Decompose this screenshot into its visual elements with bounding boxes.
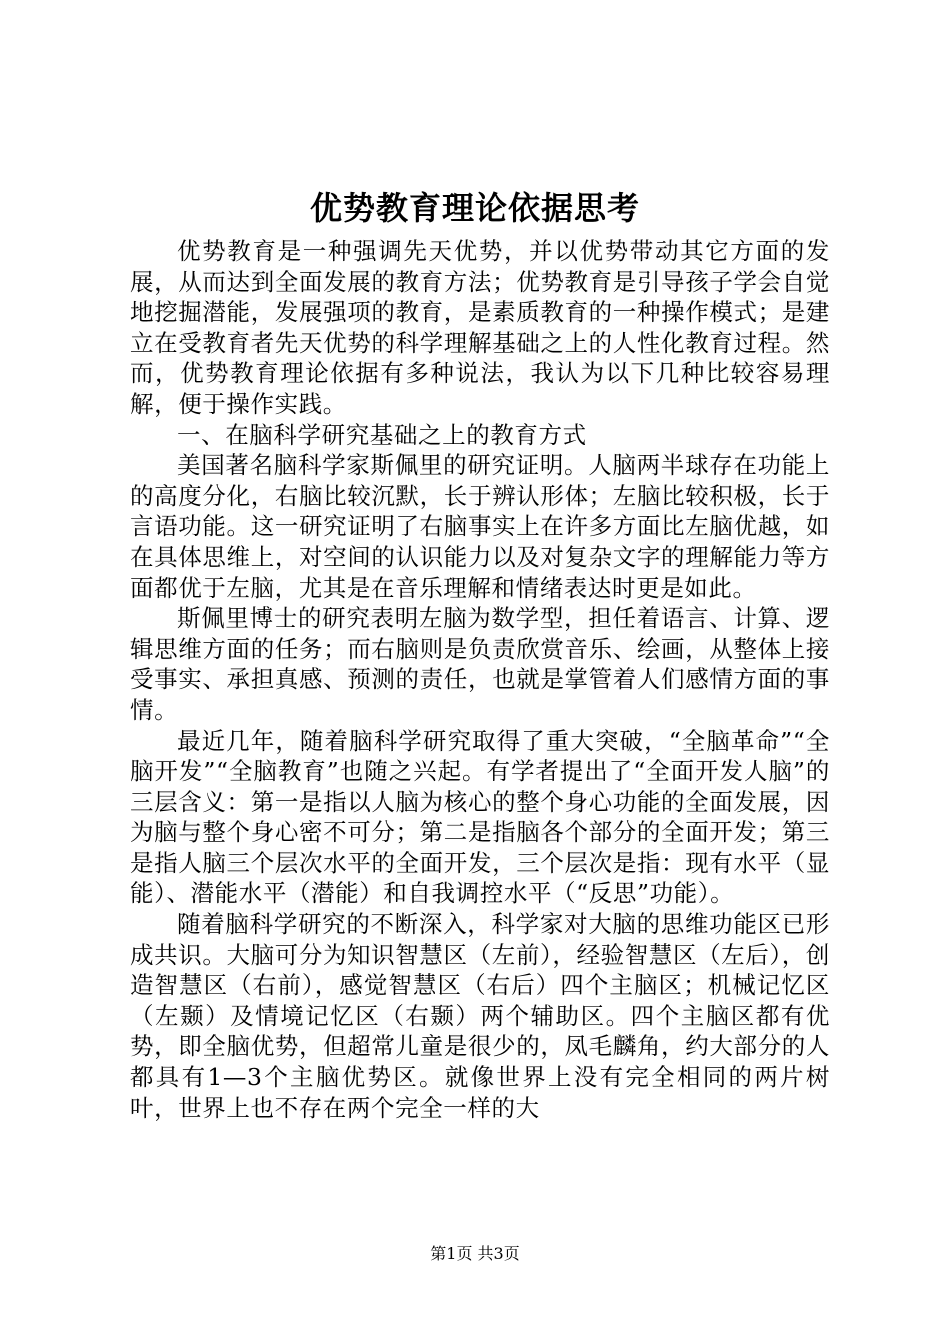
page-number-footer: 第1页 共3页	[430, 1244, 520, 1263]
section-heading-1: 一、在脑科学研究基础之上的教育方式	[177, 420, 587, 449]
paragraph-left-right-brain: 斯佩里博士的研究表明左脑为数学型，担任着语言、计算、逻辑思维方面的任务；而右脑则是负责欣赏音乐、绘画，从整体上接受事实、承担真感、预测的责任，也就是掌管着人们感情方面的事情。	[130, 604, 830, 724]
paragraph-brain-regions: 随着脑科学研究的不断深入，科学家对大脑的思维功能区已形成共识。大脑可分为知识智慧区（左前），经验智慧区（左后），创造智慧区（右前），感觉智慧区（右后）四个主脑区；机械记忆区（左颞）及情境记忆区（右颞）两个辅助区。四个主脑区都有优势，即全脑优势，但超常儿童是很少的，凤毛麟角，约大部分的人都具有1—3个主脑优势区。就像世界上没有完全相同的两片树叶，世界上也不存在两个完全一样的大	[130, 910, 830, 1122]
document-body	[130, 236, 830, 1123]
paragraph-intro: 优势教育是一种强调先天优势，并以优势带动其它方面的发展，从而达到全面发展的教育方法；优势教育是引导孩子学会自觉地挖掘潜能，发展强项的教育，是素质教育的一种操作模式；是建立在受教育者先天优势的科学理解基础之上的人性化教育过程。然而，优势教育理论依据有多种说法，我认为以下几种比较容易理解，便于操作实践。	[130, 237, 830, 418]
document-title: 优势教育理论依据思考	[309, 189, 640, 227]
paragraph-sperry-research: 美国著名脑科学家斯佩里的研究证明。人脑两半球存在功能上的高度分化，右脑比较沉默，长于辨认形体；左脑比较积极，长于言语功能。这一研究证明了右脑事实上在许多方面比左脑优越，如在具体思维上，对空间的认识能力以及对复杂文字的理解能力等方面都优于左脑，尤其是在音乐理解和情绪表达时更是如此。	[130, 451, 830, 602]
paragraph-whole-brain: 最近几年，随着脑科学研究取得了重大突破，“全脑革命”“全脑开发”“全脑教育”也随之兴起。有学者提出了“全面开发人脑”的三层含义：第一是指以人脑为核心的整个身心功能的全面发展，因为脑与整个身心密不可分；第二是指脑各个部分的全面开发；第三是指人脑三个层次水平的全面开发，三个层次是指：现有水平（显能）、潜能水平（潜能）和自我调控水平（“反思”功能）。	[130, 726, 830, 908]
